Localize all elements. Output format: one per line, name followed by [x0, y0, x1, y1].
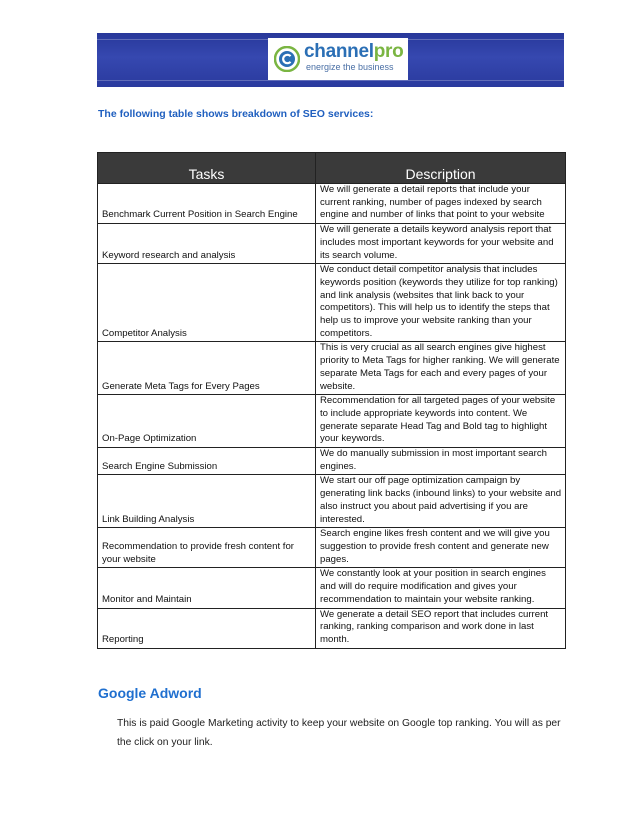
table-row	[98, 184, 566, 224]
seo-services-table	[97, 152, 566, 649]
task-cell: Recommendation to provide fresh content for your website	[98, 528, 316, 568]
google-adword-heading: Google Adword	[98, 685, 202, 701]
task-cell: Keyword research and analysis	[98, 224, 316, 264]
table-row	[98, 475, 566, 528]
table-row	[98, 568, 566, 608]
description-cell: Search engine likes fresh content and we will give you suggestion to provide fresh content and generate new pages.	[316, 528, 566, 568]
task-cell: Search Engine Submission	[98, 448, 316, 475]
table-row	[98, 342, 566, 395]
task-cell: On-Page Optimization	[98, 395, 316, 448]
channelpro-logo-icon	[274, 46, 300, 72]
header-banner	[97, 33, 564, 87]
description-cell: We conduct detail competitor analysis that includes keywords position (keywords they utilize for top ranking) and link analysis (websites that link back to your competitors). This will help us to identify the steps that help us to improve your website ranking than your competitors.	[316, 264, 566, 342]
description-cell: We will generate a detail reports that include your current ranking, number of pages indexed by search engine and number of links that point to your website	[316, 184, 566, 224]
task-cell: Benchmark Current Position in Search Engine	[98, 184, 316, 224]
table-row	[98, 224, 566, 264]
description-cell: This is very crucial as all search engines give highest priority to Meta Tags for higher ranking. We will generate separate Meta Tags for each and every pages of your website.	[316, 342, 566, 395]
intro-text: The following table shows breakdown of SEO services:	[98, 108, 374, 120]
table-row	[98, 608, 566, 648]
task-cell: Reporting	[98, 608, 316, 648]
description-cell: We will generate a details keyword analysis report that includes most important keywords for your website and its search volume.	[316, 224, 566, 264]
table-row	[98, 528, 566, 568]
banner-stripe	[97, 80, 564, 81]
task-cell: Competitor Analysis	[98, 264, 316, 342]
column-header-tasks: Tasks	[98, 153, 316, 184]
google-adword-paragraph: This is paid Google Marketing activity to keep your website on Google top ranking. You will as per the click on your link.	[117, 718, 561, 748]
logo-tagline: energize the business	[306, 62, 394, 72]
task-cell: Monitor and Maintain	[98, 568, 316, 608]
table-row	[98, 395, 566, 448]
description-cell: We do manually submission in most important search engines.	[316, 448, 566, 475]
logo-wordmark	[304, 42, 403, 62]
task-cell: Link Building Analysis	[98, 475, 316, 528]
table-row	[98, 448, 566, 475]
description-cell: We start our off page optimization campaign by generating link backs (inbound links) to your website and also instruct you about paid advertising if you are interested.	[316, 475, 566, 528]
description-cell: Recommendation for all targeted pages of your website to include appropriate keywords into content. We generate separate Head Tag and Bold tag to highlight your keywords.	[316, 395, 566, 448]
description-cell: We constantly look at your position in search engines and will do require modification and gives your recommendation to maintain your website ranking.	[316, 568, 566, 608]
logo-word-pro: pro	[373, 41, 404, 62]
column-header-description: Description	[316, 153, 566, 184]
logo-word-channel: channel	[304, 41, 374, 62]
table-header-row	[98, 153, 566, 184]
description-cell: We generate a detail SEO report that includes current ranking, ranking comparison and work done in last month.	[316, 608, 566, 648]
task-cell: Generate Meta Tags for Every Pages	[98, 342, 316, 395]
logo	[268, 38, 408, 80]
table-row	[98, 264, 566, 342]
